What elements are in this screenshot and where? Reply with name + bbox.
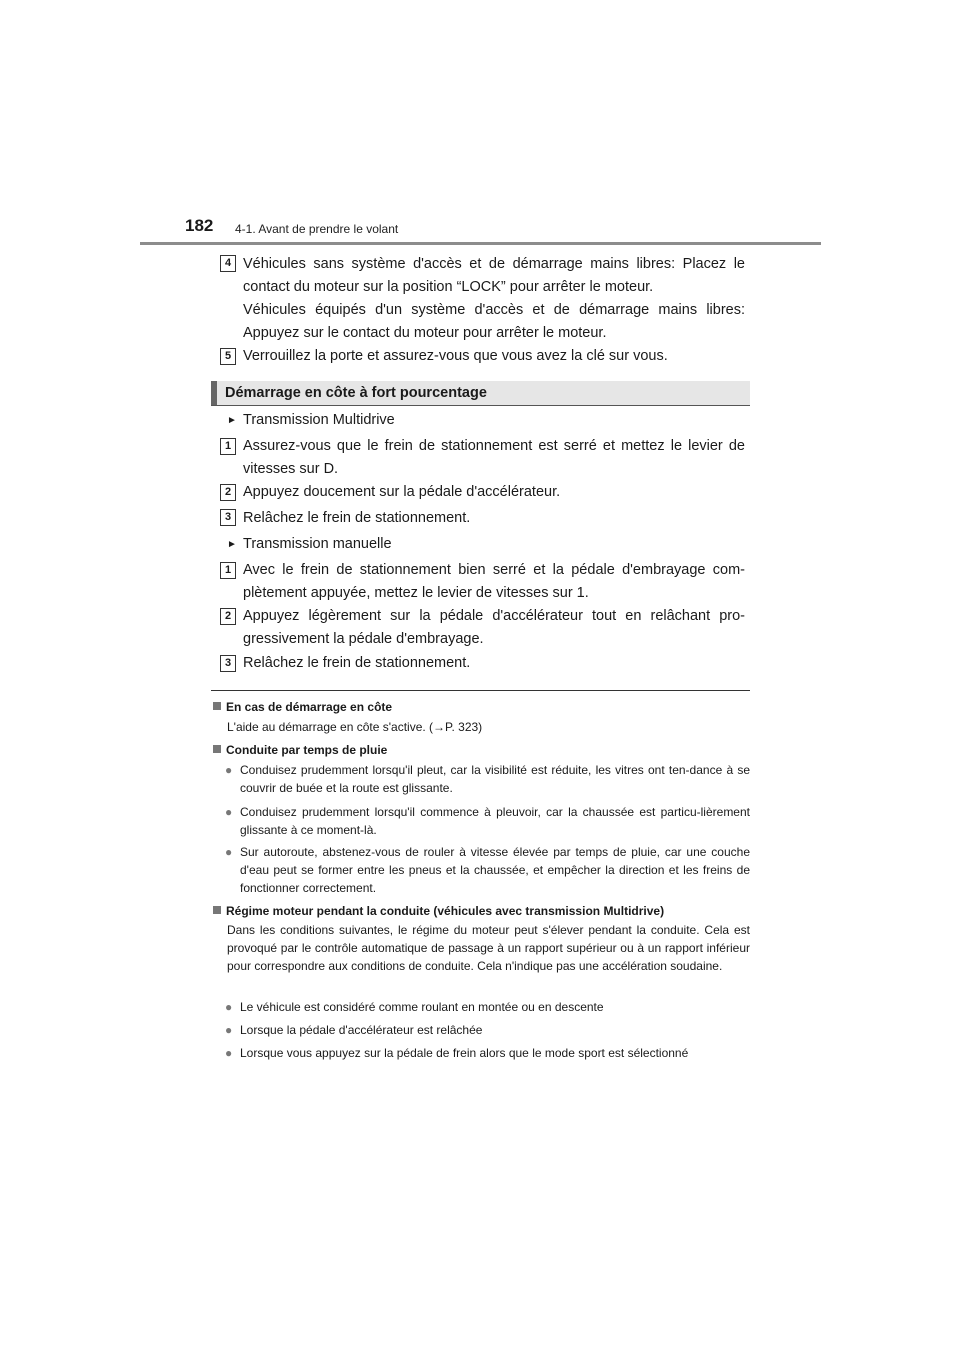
note-heading [213, 741, 387, 759]
step-text: Véhicules sans système d'accès et de démarrage mains libres: Placez le contact du moteur sur la position “LOCK” pour arrêter le moteur. [243, 256, 745, 295]
circle-bullet-icon: ● [225, 845, 233, 859]
bullet-text: Lorsque vous appuyez sur la pédale de frein alors que le mode sport est sélectionné [240, 1046, 689, 1060]
notes-divider [211, 690, 750, 691]
square-bullet-icon [213, 702, 221, 710]
header-rule [140, 242, 821, 245]
note-title: Régime moteur pendant la conduite (véhicules avec transmission Multidrive) [226, 904, 665, 918]
page-number: 182 [185, 216, 214, 235]
step-text: Avec le frein de stationnement bien serré et la pédale d'embrayage com-plètement appuyée, mettez le levier de vitesses sur 1. [243, 562, 745, 601]
step-number-box: 2 [220, 608, 236, 625]
step-text-continued: Véhicules équipés d'un système d'accès et de démarrage mains libres: Appuyez sur le contact du moteur pour arrêter le moteur. [243, 302, 745, 341]
step-text: Appuyez légèrement sur la pédale d'accélérateur tout en relâchant pro-gressivement la pédale d'embrayage. [243, 608, 745, 647]
banner-accent-bar [211, 381, 217, 405]
step-text: Assurez-vous que le frein de stationnement est serré et mettez le levier de vitesses sur D. [243, 438, 745, 477]
circle-bullet-icon: ● [225, 1046, 233, 1060]
note-heading [213, 902, 664, 920]
note-heading [213, 698, 392, 716]
step-number-box: 4 [220, 255, 236, 272]
bullet-text: Sur autoroute, abstenez-vous de rouler à vitesse élevée par temps de pluie, car une couche d'eau peut se former entre les pneus et la chaussée, et empêcher la direction et les freins de fonctionner correctement. [240, 845, 750, 895]
step-number-box: 3 [220, 655, 236, 672]
bullet-text: Lorsque la pédale d'accélérateur est relâchée [240, 1023, 483, 1037]
section-title: 4-1. Avant de prendre le volant [235, 222, 399, 236]
subsection-multidrive [227, 409, 395, 432]
bullet-text: Conduisez prudemment lorsqu'il pleut, car la visibilité est réduite, les vitres ont ten-dance à se couvrir de buée et la route est glissante. [240, 763, 750, 795]
note-text: Dans les conditions suivantes, le régime du moteur peut s'élever pendant la conduite. Cela est provoqué par le contrôle automatique de passage à un rapport supérieur ou à un rapport inférieur pour correspondre aux conditions de conduite. Cela n'indique pas une accélération soudaine. [227, 923, 750, 973]
step-text: Relâchez le frein de stationnement. [243, 655, 471, 671]
note-title: En cas de démarrage en côte [226, 700, 393, 714]
step-text: Verrouillez la porte et assurez-vous que vous avez la clé sur vous. [243, 348, 668, 364]
square-bullet-icon [213, 906, 221, 914]
arrow-right-icon: ► [227, 539, 237, 550]
step-number-box: 1 [220, 438, 236, 455]
step-text: Appuyez doucement sur la pédale d'accélérateur. [243, 484, 561, 500]
arrow-right-icon: ► [227, 415, 237, 426]
subsection-label: Transmission Multidrive [243, 412, 395, 428]
step-number-box: 1 [220, 562, 236, 579]
banner-title: Démarrage en côte à fort pourcentage [225, 385, 487, 401]
step-number-box: 2 [220, 484, 236, 501]
section-banner [211, 381, 750, 406]
bullet-text: Le véhicule est considéré comme roulant en montée ou en descente [240, 1000, 604, 1014]
note-title: Conduite par temps de pluie [226, 743, 388, 757]
step-text: Relâchez le frein de stationnement. [243, 510, 471, 526]
note-text: L'aide au démarrage en côte s'active. (→P. 323) [227, 720, 483, 734]
subsection-manual [227, 533, 392, 556]
square-bullet-icon [213, 745, 221, 753]
circle-bullet-icon: ● [225, 805, 233, 819]
step-number-box: 3 [220, 509, 236, 526]
circle-bullet-icon: ● [225, 1023, 233, 1037]
subsection-label: Transmission manuelle [243, 536, 392, 552]
circle-bullet-icon: ● [225, 1000, 233, 1014]
circle-bullet-icon: ● [225, 763, 233, 777]
step-number-box: 5 [220, 348, 236, 365]
bullet-text: Conduisez prudemment lorsqu'il commence à pleuvoir, car la chaussée est particu-lièrement glissante à ce moment-là. [240, 805, 750, 837]
